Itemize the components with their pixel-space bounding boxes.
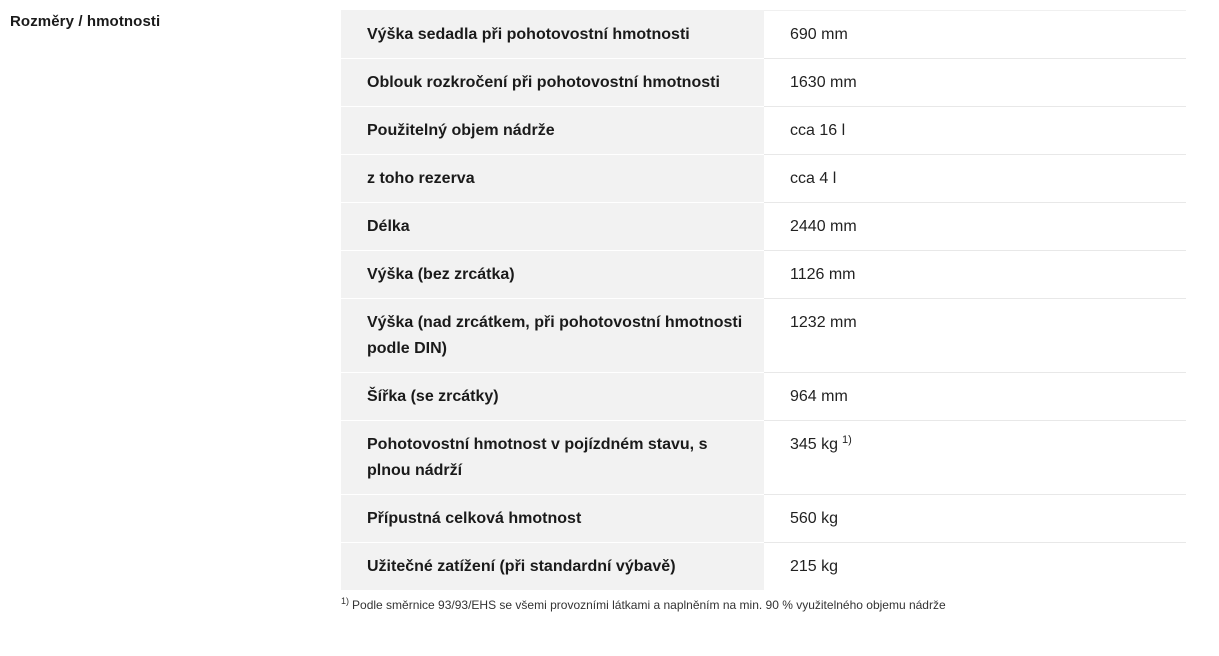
footnote-text: Podle směrnice 93/93/EHS se všemi provozními látkami a naplněním na min. 90 % využitelného objemu nádrže xyxy=(352,598,946,612)
table-row xyxy=(341,421,1186,495)
spec-label: Pohotovostní hmotnost v pojízdném stavu, s plnou nádrží xyxy=(341,421,764,495)
spec-label: Výška (bez zrcátka) xyxy=(341,251,764,299)
footnote-mark: 1) xyxy=(341,596,350,606)
spec-table xyxy=(341,10,1186,590)
table-row xyxy=(341,107,1186,155)
spec-label: z toho rezerva xyxy=(341,155,764,203)
table-row xyxy=(341,251,1186,299)
spec-value-text: 690 mm xyxy=(790,26,848,43)
spec-value xyxy=(764,155,1186,203)
table-row xyxy=(341,155,1186,203)
spec-value-text: 1630 mm xyxy=(790,74,857,91)
spec-label: Oblouk rozkročení při pohotovostní hmotnosti xyxy=(341,59,764,107)
spec-value-text: 964 mm xyxy=(790,388,848,405)
spec-label: Výška sedadla při pohotovostní hmotnosti xyxy=(341,11,764,59)
spec-value xyxy=(764,299,1186,373)
spec-value-text: 1232 mm xyxy=(790,314,857,331)
spec-value-text: 560 kg xyxy=(790,510,839,527)
spec-value xyxy=(764,107,1186,155)
spec-value-text: 2440 mm xyxy=(790,218,857,235)
section-title: Rozměry / hmotnosti xyxy=(10,13,161,30)
spec-label: Šířka (se zrcátky) xyxy=(341,373,764,421)
table-row xyxy=(341,495,1186,543)
spec-value-text: 215 kg xyxy=(790,558,839,575)
table-row xyxy=(341,543,1186,591)
spec-value xyxy=(764,421,1186,495)
spec-value-text: 345 kg xyxy=(790,436,839,453)
table-row xyxy=(341,373,1186,421)
table-row xyxy=(341,203,1186,251)
table-row xyxy=(341,299,1186,373)
spec-value xyxy=(764,373,1186,421)
spec-value xyxy=(764,59,1186,107)
spec-value-text: cca 16 l xyxy=(790,122,846,139)
spec-label: Užitečné zatížení (při standardní výbavě) xyxy=(341,543,764,591)
footnote xyxy=(341,598,946,612)
footnote-reference: 1) xyxy=(842,433,852,446)
spec-value xyxy=(764,11,1186,59)
spec-value xyxy=(764,495,1186,543)
spec-value xyxy=(764,251,1186,299)
table-row xyxy=(341,11,1186,59)
spec-label: Přípustná celková hmotnost xyxy=(341,495,764,543)
spec-label: Výška (nad zrcátkem, při pohotovostní hmotnosti podle DIN) xyxy=(341,299,764,373)
spec-value-text: cca 4 l xyxy=(790,170,837,187)
spec-value xyxy=(764,203,1186,251)
spec-label: Délka xyxy=(341,203,764,251)
table-row xyxy=(341,59,1186,107)
spec-value-text: 1126 mm xyxy=(790,266,856,283)
spec-value xyxy=(764,543,1186,591)
spec-label: Použitelný objem nádrže xyxy=(341,107,764,155)
